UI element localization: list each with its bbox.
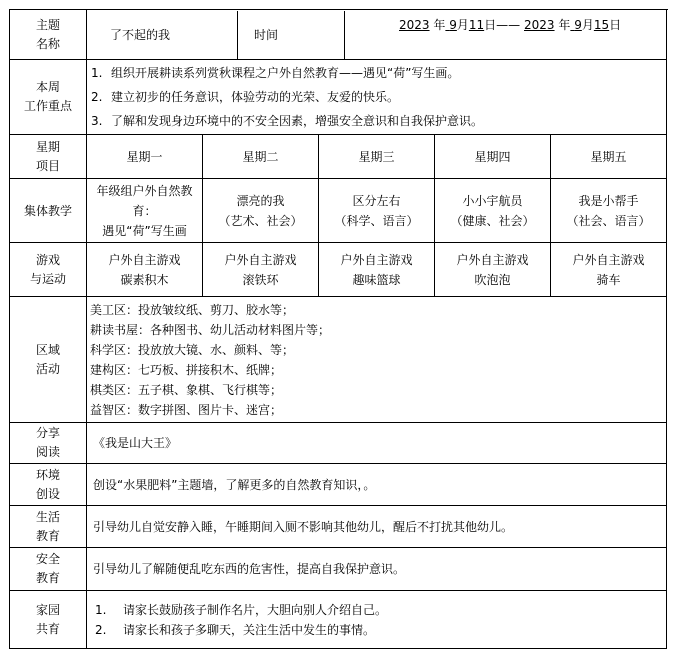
area-line: 耕读书屋：各种图书、幼儿活动材料图片等； bbox=[90, 322, 331, 337]
group-teaching-cell: 小小宇航员 （健康、社会） bbox=[435, 179, 551, 243]
area-line: 益智区：数字拼图、图片卡、迷宫； bbox=[90, 402, 283, 417]
year-char: 年 bbox=[433, 17, 446, 32]
group-teaching-cell: 年级组户外自然教育： 遇见“荷”写生画 bbox=[87, 179, 203, 243]
games-label-cell bbox=[10, 243, 87, 297]
date-end-month: 9 bbox=[574, 17, 582, 32]
focus-item: 1. 组织开展耕读系列赏秋课程之户外自然教育——遇见“荷”写生画。 bbox=[91, 66, 460, 80]
weekday-friday: 星期五 bbox=[551, 135, 667, 179]
area-line: 美工区：投放皱纹纸、剪刀、胶水等； bbox=[90, 302, 295, 317]
date-start-day: 11 bbox=[468, 17, 485, 32]
weekday-monday: 星期一 bbox=[87, 135, 203, 179]
safety-label: 安全 bbox=[35, 552, 60, 566]
family-label: 共育 bbox=[35, 621, 60, 636]
focus-label-cell bbox=[10, 60, 87, 135]
theme-value: 了不起的我 bbox=[87, 11, 238, 59]
life-label: 生活 bbox=[35, 509, 60, 524]
safety-label: 教育 bbox=[35, 571, 60, 585]
safety-text: 引导幼儿了解随便乱吃东西的危害性，提高自我保护意识。 bbox=[87, 548, 667, 591]
group-teaching-cell: 漂亮的我 （艺术、社会） bbox=[203, 179, 319, 243]
games-cell: 户外自主游戏 趣味篮球 bbox=[319, 243, 435, 297]
environment-label: 环境 bbox=[35, 467, 60, 482]
date-range bbox=[345, 11, 666, 59]
area-line: 建构区：七巧板、拼接积木、纸牌； bbox=[90, 362, 283, 377]
environment-label-cell bbox=[10, 464, 87, 506]
date-start-month: 9 bbox=[449, 17, 457, 32]
focus-label: 本周 bbox=[35, 80, 60, 94]
sharing-label: 分享 bbox=[35, 426, 60, 440]
family-label: 家园 bbox=[35, 602, 60, 617]
life-label: 教育 bbox=[35, 528, 60, 543]
date-start-year: 2023 bbox=[399, 17, 430, 32]
group-teaching-cell: 区分左右 （科学、语言） bbox=[319, 179, 435, 243]
theme-label: 名称 bbox=[35, 36, 60, 51]
areas-label-cell bbox=[10, 297, 87, 423]
theme-label-cell bbox=[10, 10, 87, 60]
games-cell: 户外自主游戏 碳素积木 bbox=[87, 243, 203, 297]
environment-text: 创设“水果肥料”主题墙，了解更多的自然教育知识，。 bbox=[87, 464, 667, 506]
areas-row bbox=[10, 297, 667, 423]
day-char: 日 bbox=[609, 17, 622, 32]
games-label: 游戏 bbox=[35, 252, 60, 267]
safety-label-cell bbox=[10, 548, 87, 591]
weekday-thursday: 星期四 bbox=[435, 135, 551, 179]
area-line: 棋类区：五子棋、象棋、飞行棋等； bbox=[90, 382, 283, 397]
family-row bbox=[10, 591, 667, 649]
family-item: 2. 请家长和孩子多聊天，关注生活中发生的事情。 bbox=[95, 622, 376, 637]
weekday-tuesday: 星期二 bbox=[203, 135, 319, 179]
date-end-day: 15 bbox=[593, 17, 610, 32]
life-label-cell bbox=[10, 506, 87, 548]
theme-info-cell bbox=[87, 10, 667, 60]
focus-list bbox=[87, 60, 667, 135]
weekday-row bbox=[10, 135, 667, 179]
weekday-wednesday: 星期三 bbox=[319, 135, 435, 179]
safety-row bbox=[10, 548, 667, 591]
sharing-row bbox=[10, 423, 667, 464]
group-teaching-label: 集体教学 bbox=[10, 179, 87, 243]
date-dash: —— bbox=[496, 17, 521, 32]
month-char: 月 bbox=[456, 17, 469, 32]
environment-row bbox=[10, 464, 667, 506]
sharing-label: 阅读 bbox=[35, 445, 60, 459]
life-row bbox=[10, 506, 667, 548]
weekday-label-cell bbox=[10, 135, 87, 179]
group-teaching-cell: 我是小帮手 （社会、语言） bbox=[551, 179, 667, 243]
games-row bbox=[10, 243, 667, 297]
focus-item: 2. 建立初步的任务意识，体验劳动的光荣、友爱的快乐。 bbox=[91, 90, 400, 104]
sharing-text: 《我是山大王》 bbox=[87, 423, 667, 464]
life-text: 引导幼儿自觉安静入睡，午睡期间入厕不影响其他幼儿，醒后不打扰其他幼儿。 bbox=[87, 506, 667, 548]
environment-label: 创设 bbox=[35, 486, 60, 501]
time-label: 时间 bbox=[238, 11, 345, 59]
focus-item: 3. 了解和发现身边环境中的不安全因素，增强安全意识和自我保护意识。 bbox=[91, 114, 484, 128]
sharing-label-cell bbox=[10, 423, 87, 464]
areas-label: 活动 bbox=[35, 361, 60, 376]
weekday-label: 星期 bbox=[35, 139, 60, 154]
month-char: 月 bbox=[581, 17, 594, 32]
focus-row bbox=[10, 60, 667, 135]
areas-list bbox=[87, 297, 667, 423]
weekly-plan-table bbox=[9, 9, 667, 649]
family-label-cell bbox=[10, 591, 87, 649]
header-row bbox=[10, 10, 667, 60]
group-teaching-row bbox=[10, 179, 667, 243]
games-cell: 户外自主游戏 吹泡泡 bbox=[435, 243, 551, 297]
games-cell: 户外自主游戏 滚铁环 bbox=[203, 243, 319, 297]
family-item: 1. 请家长鼓励孩子制作名片，大胆向别人介绍自己。 bbox=[95, 602, 388, 617]
focus-label: 工作重点 bbox=[23, 99, 72, 113]
weekday-label: 项目 bbox=[35, 158, 60, 173]
area-line: 科学区：投放放大镜、水、颜料、等； bbox=[90, 342, 295, 357]
games-cell: 户外自主游戏 骑车 bbox=[551, 243, 667, 297]
family-list bbox=[87, 591, 667, 649]
date-end-year: 2023 bbox=[524, 17, 555, 32]
day-char: 日 bbox=[484, 17, 497, 32]
theme-label: 主题 bbox=[35, 17, 60, 32]
areas-label: 区域 bbox=[35, 342, 60, 357]
games-label: 与运动 bbox=[29, 271, 66, 286]
year-char: 年 bbox=[558, 17, 571, 32]
